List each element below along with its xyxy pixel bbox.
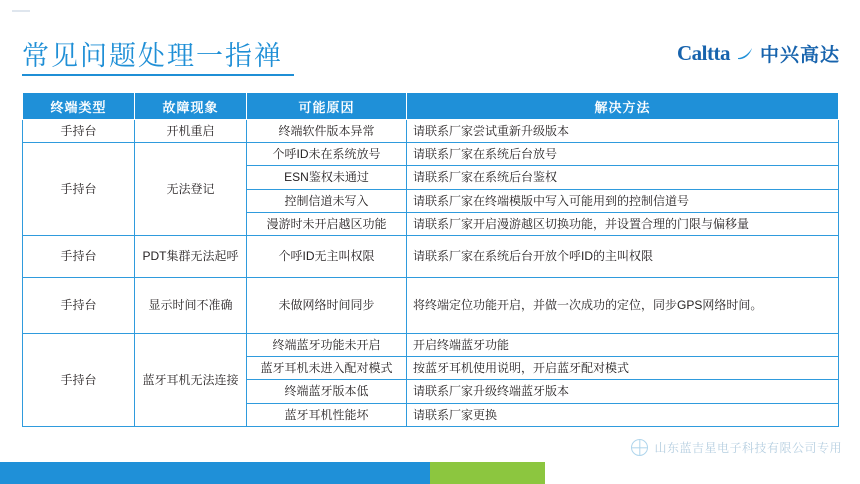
watermark-text: 山东蓝吉星电子科技有限公司专用 bbox=[654, 441, 842, 455]
cell-solution: 请联系厂家在系统后台鉴权 bbox=[407, 166, 839, 189]
cell-symptom: PDT集群无法起呼 bbox=[135, 235, 247, 277]
cell-symptom: 开机重启 bbox=[135, 120, 247, 143]
column-header-solution: 解决方法 bbox=[407, 93, 839, 120]
watermark bbox=[631, 439, 842, 456]
cell-cause: 漫游时未开启越区功能 bbox=[247, 212, 407, 235]
brand-logo bbox=[677, 40, 840, 67]
column-header-terminal-type: 终端类型 bbox=[23, 93, 135, 120]
cell-solution: 请联系厂家更换 bbox=[407, 403, 839, 426]
cell-cause: ESN鉴权未通过 bbox=[247, 166, 407, 189]
globe-icon bbox=[631, 439, 648, 456]
cell-cause: 个呼ID未在系统放号 bbox=[247, 143, 407, 166]
cell-terminal-type: 手持台 bbox=[23, 277, 135, 333]
cell-cause: 终端软件版本异常 bbox=[247, 120, 407, 143]
column-header-symptom: 故障现象 bbox=[135, 93, 247, 120]
cell-symptom: 蓝牙耳机无法连接 bbox=[135, 333, 247, 426]
cell-symptom: 无法登记 bbox=[135, 143, 247, 236]
table-row bbox=[23, 120, 839, 143]
logo-cn-text: 中兴高达 bbox=[759, 45, 840, 66]
cell-solution: 请联系厂家在系统后台放号 bbox=[407, 143, 839, 166]
table-row bbox=[23, 277, 839, 333]
cell-solution: 请联系厂家开启漫游越区切换功能，并设置合理的门限与偏移量 bbox=[407, 212, 839, 235]
cell-solution: 请联系厂家尝试重新升级版本 bbox=[407, 120, 839, 143]
cell-cause: 蓝牙耳机性能坏 bbox=[247, 403, 407, 426]
cell-terminal-type: 手持台 bbox=[23, 143, 135, 236]
logo-swoosh-icon bbox=[737, 46, 753, 62]
cell-solution: 将终端定位功能开启，并做一次成功的定位，同步GPS网络时间。 bbox=[407, 277, 839, 333]
cell-solution: 请联系厂家在终端模版中写入可能用到的控制信道号 bbox=[407, 189, 839, 212]
cell-solution: 请联系厂家升级终端蓝牙版本 bbox=[407, 380, 839, 403]
cell-symptom: 显示时间不准确 bbox=[135, 277, 247, 333]
cell-cause: 终端蓝牙版本低 bbox=[247, 380, 407, 403]
cell-terminal-type: 手持台 bbox=[23, 235, 135, 277]
faq-table-container bbox=[22, 92, 838, 427]
faq-table bbox=[22, 92, 839, 427]
title-underline bbox=[22, 74, 294, 76]
cell-cause: 终端蓝牙功能未开启 bbox=[247, 333, 407, 356]
cell-solution: 请联系厂家在系统后台开放个呼ID的主叫权限 bbox=[407, 235, 839, 277]
column-header-cause: 可能原因 bbox=[247, 93, 407, 120]
table-row bbox=[23, 333, 839, 356]
cell-cause: 蓝牙耳机未进入配对模式 bbox=[247, 357, 407, 380]
page-title: 常见问题处理一指禅 bbox=[22, 41, 283, 71]
cell-cause: 个呼ID无主叫权限 bbox=[247, 235, 407, 277]
cell-solution: 按蓝牙耳机使用说明，开启蓝牙配对模式 bbox=[407, 357, 839, 380]
footer-bar-white bbox=[545, 462, 860, 484]
footer-bar-blue bbox=[0, 462, 430, 484]
table-row bbox=[23, 143, 839, 166]
cell-terminal-type: 手持台 bbox=[23, 120, 135, 143]
cell-cause: 未做网络时间同步 bbox=[247, 277, 407, 333]
footer-bar-green bbox=[430, 462, 545, 484]
table-body bbox=[23, 120, 839, 427]
table-header bbox=[23, 93, 839, 120]
table-header-row bbox=[23, 93, 839, 120]
cell-solution: 开启终端蓝牙功能 bbox=[407, 333, 839, 356]
cell-terminal-type: 手持台 bbox=[23, 333, 135, 426]
corner-mark bbox=[12, 10, 30, 12]
cell-cause: 控制信道未写入 bbox=[247, 189, 407, 212]
table-row bbox=[23, 235, 839, 277]
logo-latin-text: Caltta bbox=[676, 41, 730, 65]
